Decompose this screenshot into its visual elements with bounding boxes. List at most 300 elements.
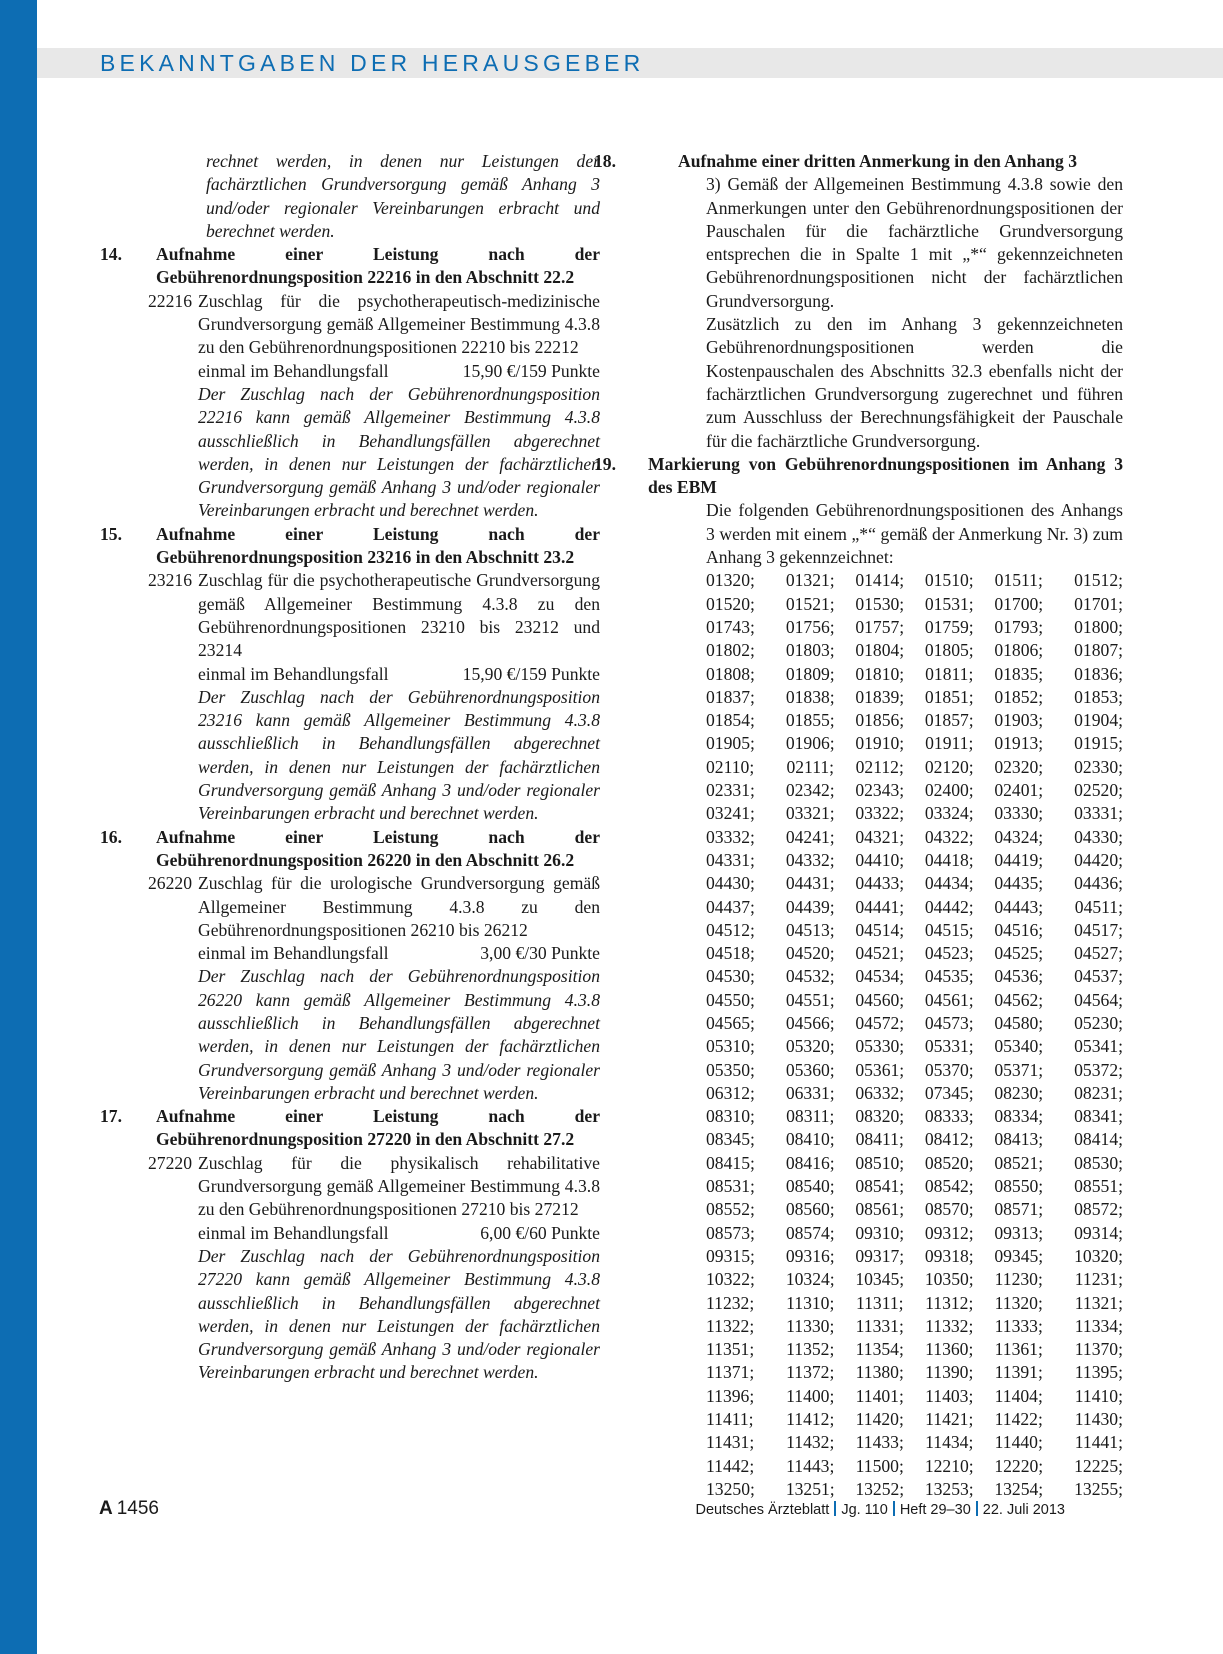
code-item: 01836;: [1074, 663, 1123, 684]
code-item: 01510;: [924, 570, 974, 591]
code-item: 04442;: [924, 896, 974, 917]
code-item: 02520;: [1074, 780, 1123, 801]
code-item: 08531;: [706, 1176, 755, 1197]
code-item: 11403;: [925, 1385, 974, 1406]
code-item: 08411;: [855, 1129, 904, 1150]
code-item: 05371;: [994, 1059, 1044, 1080]
code-item: 11421;: [925, 1409, 974, 1430]
section-title: Aufnahme einer Leistung nach der Gebührenordnungsposition 22216 in den Abschnitt 22.2: [156, 244, 600, 288]
code-item: 05330;: [855, 1036, 905, 1057]
code-item: 05340;: [994, 1036, 1044, 1057]
section-title: Aufnahme einer dritten Anmerkung in den Anhang 3: [678, 151, 1078, 171]
code-item: 01903;: [994, 710, 1044, 731]
section-title: Aufnahme einer Leistung nach der Gebührenordnungsposition 26220 in den Abschnitt 26.2: [156, 826, 600, 870]
code-item: 11352;: [786, 1339, 835, 1360]
code-item: 11410;: [1074, 1385, 1123, 1406]
code-item: 01808;: [706, 663, 755, 684]
code-item: 11440;: [994, 1432, 1043, 1453]
code-item: 11332;: [925, 1315, 974, 1336]
code-item: 03331;: [1074, 803, 1123, 824]
code-item: 04433;: [855, 873, 905, 894]
code-item: 04520;: [785, 943, 835, 964]
code-item: 11401;: [855, 1385, 904, 1406]
code-item: 04565;: [706, 1012, 755, 1033]
code-item: 04550;: [706, 989, 755, 1010]
code-item: 04443;: [994, 896, 1044, 917]
code-item: 04435;: [994, 873, 1044, 894]
section-18-heading: [594, 150, 1123, 173]
code-item: 11230;: [994, 1269, 1043, 1290]
code-item: 08230;: [994, 1082, 1044, 1103]
code-item: 08510;: [855, 1152, 905, 1173]
code-item: 04513;: [785, 919, 835, 940]
code-item: 11420;: [855, 1409, 904, 1430]
section-19: [594, 453, 1123, 1501]
page-number-value: 1456: [116, 1498, 160, 1519]
journal-issue: Heft 29–30: [899, 1502, 971, 1518]
code-item: 13251;: [785, 1478, 835, 1499]
code-item: 04523;: [924, 943, 974, 964]
code-item: 12220;: [994, 1455, 1044, 1476]
code-item: 11360;: [925, 1339, 974, 1360]
code-item: 01810;: [855, 663, 905, 684]
code-item: 08572;: [1074, 1199, 1123, 1220]
fee-line: [198, 360, 600, 383]
fee-label: einmal im Behandlungsfall: [198, 360, 389, 381]
code-item: 09310;: [855, 1222, 905, 1243]
code-item: 04527;: [1074, 943, 1123, 964]
code-item: 04241;: [785, 826, 835, 847]
code-item: 04561;: [924, 989, 974, 1010]
code-item: 04441;: [855, 896, 905, 917]
code-item: 08573;: [706, 1222, 755, 1243]
code-item: 11434;: [925, 1432, 974, 1453]
code-item: 08542;: [924, 1176, 974, 1197]
code-item: 04324;: [994, 826, 1044, 847]
fee-position: [100, 1152, 600, 1385]
code-item: 01835;: [994, 663, 1044, 684]
code-item: 01803;: [785, 640, 835, 661]
code-item: 01805;: [924, 640, 974, 661]
fee-line: [198, 942, 600, 965]
code-item: 03321;: [785, 803, 835, 824]
code-item: 13255;: [1074, 1478, 1123, 1499]
code-item: 09345;: [994, 1245, 1044, 1266]
code-item: 04330;: [1074, 826, 1123, 847]
fee-note: Der Zuschlag nach der Gebührenordnungsposition 27220 kann gemäß Allgemeiner Bestimmung 4.3.8 ausschließlich in Behandlungsfällen abgerechnet werden, in denen nur Leistungen der fachärztlichen Grundversorgung gemäß Anhang 3 und/oder regionaler Vereinbarungen erbracht und berechnet werden.: [198, 1245, 600, 1383]
code-item: 08550;: [994, 1176, 1044, 1197]
code-item: 13253;: [924, 1478, 974, 1499]
code-item: 05370;: [924, 1059, 974, 1080]
code-item: 02110;: [706, 756, 755, 777]
code-item: 11333;: [994, 1315, 1043, 1336]
code-item: 01520;: [706, 593, 755, 614]
code-item: 08541;: [855, 1176, 905, 1197]
code-item: 02111;: [786, 756, 835, 777]
fee-note: Der Zuschlag nach der Gebührenordnungsposition 22216 kann gemäß Allgemeiner Bestimmung 4.3.8 ausschließlich in Behandlungsfällen abgerechnet werden, in denen nur Leistungen der fachärztlichen Grundversorgung gemäß Anhang 3 und/oder regionaler Vereinbarungen erbracht und berechnet werden.: [198, 383, 600, 521]
code-item: 04420;: [1074, 849, 1123, 870]
code-item: 04572;: [855, 1012, 905, 1033]
code-item: 04532;: [785, 966, 835, 987]
code-item: 08551;: [1074, 1176, 1123, 1197]
code-item: 01915;: [1074, 733, 1123, 754]
code-item: 08413;: [994, 1129, 1044, 1150]
section-header: BEKANNTGABEN DER HERAUSGEBER: [100, 50, 645, 76]
section-14: [100, 243, 600, 523]
code-item: 08410;: [785, 1129, 835, 1150]
code-item: 04515;: [924, 919, 974, 940]
code-item: 01913;: [994, 733, 1044, 754]
code-item: 11322;: [706, 1315, 755, 1336]
section-15: [100, 523, 600, 826]
code-item: 01851;: [924, 686, 974, 707]
code-item: 04512;: [706, 919, 755, 940]
code-item: 07345;: [924, 1082, 974, 1103]
fee-value: 15,90 €/159 Punkte: [462, 360, 600, 381]
code-item: 08520;: [924, 1152, 974, 1173]
code-item: 05361;: [855, 1059, 905, 1080]
code-item: 04537;: [1074, 966, 1123, 987]
code-item: 02343;: [855, 780, 905, 801]
fee-description: Zuschlag für die urologische Grundversorgung gemäß Allgemeiner Bestimmung 4.3.8 zu den Gebührenordnungspositionen 26210 bis 26212: [198, 873, 600, 940]
code-item: 04525;: [994, 943, 1044, 964]
fee-code: 23216: [148, 570, 192, 591]
section-number: 17.: [100, 1106, 122, 1127]
code-item: 04434;: [924, 873, 974, 894]
code-item: 12225;: [1074, 1455, 1123, 1476]
annotation-text-2: Zusätzlich zu den im Anhang 3 gekennzeichneten Gebührenordnungspositionen werden die Kostenpauschalen des Abschnitts 32.3 ebenfalls nicht der fachärztlichen Grundversorgung zugerechnet und führen zum Ausschluss der Berechnungsfähigkeit der Pauschale für die fachärztliche Grundversorgung.: [706, 314, 1123, 451]
journal-volume: Jg. 110: [841, 1502, 888, 1518]
code-item: 04419;: [994, 849, 1044, 870]
code-item: 11400;: [786, 1385, 835, 1406]
code-item: 04514;: [855, 919, 905, 940]
fee-code: 27220: [148, 1152, 192, 1173]
code-item: 01804;: [855, 640, 905, 661]
code-item: 03322;: [855, 803, 905, 824]
code-item: 02331;: [706, 780, 755, 801]
section-number: 18.: [594, 151, 616, 171]
code-item: 01759;: [924, 616, 974, 637]
fee-label: einmal im Behandlungsfall: [198, 943, 389, 964]
code-item: 08530;: [1074, 1152, 1123, 1173]
code-item: 09317;: [855, 1245, 905, 1266]
code-item: 01856;: [855, 710, 905, 731]
code-item: 03330;: [994, 803, 1044, 824]
code-item: 04560;: [855, 989, 905, 1010]
code-item: 01802;: [706, 640, 755, 661]
code-item: 11232;: [706, 1292, 755, 1313]
code-item: 04518;: [706, 943, 755, 964]
code-item: 10345;: [855, 1269, 905, 1290]
code-item: 04410;: [855, 849, 905, 870]
divider: [893, 1501, 895, 1516]
code-item: 06332;: [855, 1082, 905, 1103]
code-item: 01905;: [706, 733, 755, 754]
code-item: 05372;: [1074, 1059, 1123, 1080]
code-item: 04332;: [785, 849, 835, 870]
code-item: 08320;: [855, 1106, 905, 1127]
code-item: 06312;: [706, 1082, 755, 1103]
code-item: 11231;: [1074, 1269, 1123, 1290]
code-item: 08310;: [706, 1106, 755, 1127]
fee-label: einmal im Behandlungsfall: [198, 663, 389, 684]
code-item: 03332;: [706, 826, 755, 847]
section-16: [100, 826, 600, 1106]
journal-info: [696, 1501, 1065, 1518]
code-item: 01852;: [994, 686, 1044, 707]
code-item: 12210;: [924, 1455, 974, 1476]
code-item: 11412;: [786, 1409, 835, 1430]
code-item: 11433;: [855, 1432, 904, 1453]
code-item: 04321;: [855, 826, 905, 847]
code-item: 04418;: [924, 849, 974, 870]
code-item: 08341;: [1074, 1106, 1123, 1127]
code-item: 01906;: [785, 733, 835, 754]
fee-line: [198, 1222, 600, 1245]
code-item: 04517;: [1074, 919, 1123, 940]
code-item: 13254;: [994, 1478, 1044, 1499]
code-item: 08416;: [785, 1152, 835, 1173]
code-item: 10322;: [706, 1269, 755, 1290]
code-item: 08311;: [786, 1106, 835, 1127]
fee-label: einmal im Behandlungsfall: [198, 1222, 389, 1243]
code-item: 01531;: [924, 593, 974, 614]
code-item: 13252;: [855, 1478, 905, 1499]
fee-description: Zuschlag für die physikalisch rehabilitative Grundversorgung gemäß Allgemeiner Bestimmung 4.3.8 zu den Gebührenordnungspositionen 27210 bis 27212: [198, 1152, 600, 1220]
code-item: 11310;: [786, 1292, 835, 1313]
code-item: 09314;: [1074, 1222, 1123, 1243]
code-item: 11351;: [706, 1339, 755, 1360]
code-item: 04511;: [1074, 896, 1123, 917]
code-item: 02342;: [785, 780, 835, 801]
code-item: 11396;: [706, 1385, 755, 1406]
code-item: 01855;: [785, 710, 835, 731]
code-item: 01521;: [785, 593, 835, 614]
code-item: 01904;: [1074, 710, 1123, 731]
section-16-heading: [100, 826, 600, 873]
code-item: 04564;: [1074, 989, 1123, 1010]
code-item: 11411;: [706, 1409, 754, 1430]
fee-line: [198, 663, 600, 686]
code-item: 04536;: [994, 966, 1044, 987]
code-item: 02320;: [994, 756, 1044, 777]
code-item: 09315;: [706, 1245, 755, 1266]
code-item: 13250;: [706, 1478, 755, 1499]
code-item: 01910;: [855, 733, 905, 754]
code-item: 11432;: [786, 1432, 835, 1453]
page-prefix: A: [99, 1498, 113, 1519]
fee-value: 15,90 €/159 Punkte: [462, 663, 600, 684]
code-item: 04580;: [994, 1012, 1044, 1033]
code-item: 01414;: [855, 570, 905, 591]
code-item: 11404;: [994, 1385, 1043, 1406]
code-item: 11422;: [994, 1409, 1043, 1430]
section-number: 15.: [100, 523, 122, 544]
section-title: Markierung von Gebührenordnungspositionen im Anhang 3 des EBM: [648, 453, 1123, 498]
code-item: 01800;: [1074, 616, 1123, 637]
code-item: 10350;: [924, 1269, 974, 1290]
code-item: 04551;: [785, 989, 835, 1010]
page-number: [99, 1498, 159, 1520]
code-item: 11390;: [925, 1362, 974, 1383]
code-item: 01838;: [785, 686, 835, 707]
code-item: 01320;: [706, 570, 755, 591]
code-item: 10320;: [1074, 1245, 1123, 1266]
code-item: 03324;: [924, 803, 974, 824]
code-item: 01530;: [855, 593, 905, 614]
code-item: 11500;: [855, 1455, 904, 1476]
code-item: 09312;: [924, 1222, 974, 1243]
code-item: 09316;: [785, 1245, 835, 1266]
code-item: 08415;: [706, 1152, 755, 1173]
fee-note: Der Zuschlag nach der Gebührenordnungsposition 23216 kann gemäß Allgemeiner Bestimmung 4.3.8 ausschließlich in Behandlungsfällen abgerechnet werden, in denen nur Leistungen der fachärztlichen Grundversorgung gemäß Anhang 3 und/oder regionaler Vereinbarungen erbracht und berechnet werden.: [198, 686, 600, 824]
code-item: 01807;: [1074, 640, 1123, 661]
fee-note: Der Zuschlag nach der Gebührenordnungsposition 26220 kann gemäß Allgemeiner Bestimmung 4.3.8 ausschließlich in Behandlungsfällen abgerechnet werden, in denen nur Leistungen der fachärztlichen Grundversorgung gemäß Anhang 3 und/oder regionaler Vereinbarungen erbracht und berechnet werden.: [198, 966, 600, 1103]
code-item: 04521;: [855, 943, 905, 964]
code-item: 04516;: [994, 919, 1044, 940]
section-title: Aufnahme einer Leistung nach der Gebührenordnungsposition 23216 in den Abschnitt 23.2: [156, 523, 600, 568]
code-item: 11372;: [786, 1362, 835, 1383]
code-item: 01511;: [994, 570, 1043, 591]
code-item: 04530;: [706, 966, 755, 987]
code-item: 08231;: [1074, 1082, 1123, 1103]
section-number: 19.: [594, 453, 616, 474]
fee-description: Zuschlag für die psychotherapeutisch-medizinische Grundversorgung gemäß Allgemeiner Bestimmung 4.3.8 zu den Gebührenordnungspositionen 22210 bis 22212: [198, 290, 600, 358]
code-item: 11331;: [855, 1315, 904, 1336]
code-item: 01811;: [925, 663, 974, 684]
code-item: 04322;: [924, 826, 974, 847]
right-column: [594, 150, 1123, 1501]
code-item: 05350;: [706, 1059, 755, 1080]
code-item: 04534;: [855, 966, 905, 987]
fee-position: [100, 872, 600, 1105]
code-item: 04331;: [706, 849, 755, 870]
code-item: 05360;: [785, 1059, 835, 1080]
code-item: 08414;: [1074, 1129, 1123, 1150]
code-item: 11442;: [706, 1455, 755, 1476]
code-item: 02401;: [994, 780, 1044, 801]
code-item: 01700;: [994, 593, 1044, 614]
code-item: 11320;: [994, 1292, 1043, 1313]
code-item: 02330;: [1074, 756, 1123, 777]
left-column: [100, 150, 600, 1385]
code-item: 01911;: [925, 733, 974, 754]
code-item: 02112;: [855, 756, 904, 777]
code-item: 01756;: [785, 616, 835, 637]
code-item: 08334;: [994, 1106, 1044, 1127]
code-item: 11380;: [855, 1362, 904, 1383]
code-item: 01743;: [706, 616, 755, 637]
code-item: 01857;: [924, 710, 974, 731]
code-item: 04562;: [994, 989, 1044, 1010]
code-item: 04436;: [1074, 873, 1123, 894]
journal-name: Deutsches Ärzteblatt: [695, 1502, 830, 1518]
code-item: 11395;: [1074, 1362, 1123, 1383]
code-item: 05230;: [1074, 1012, 1123, 1033]
code-item: 06331;: [785, 1082, 835, 1103]
code-item: 05331;: [924, 1036, 974, 1057]
code-item: 11371;: [706, 1362, 755, 1383]
code-item: 04566;: [785, 1012, 835, 1033]
section-15-heading: [100, 523, 600, 570]
section-title: Aufnahme einer Leistung nach der Gebührenordnungsposition 27220 in den Abschnitt 27.2: [156, 1106, 600, 1150]
code-item: 11354;: [855, 1339, 904, 1360]
code-item: 09318;: [924, 1245, 974, 1266]
code-item: 08412;: [924, 1129, 974, 1150]
code-item: 05310;: [706, 1036, 755, 1057]
code-item: 04573;: [924, 1012, 974, 1033]
code-item: 09313;: [994, 1222, 1044, 1243]
code-item: 11441;: [1074, 1432, 1123, 1453]
code-item: 11370;: [1074, 1339, 1123, 1360]
code-item: 08521;: [994, 1152, 1044, 1173]
code-item: 11312;: [925, 1292, 974, 1313]
section-17-heading: [100, 1105, 600, 1152]
code-item: 03241;: [706, 803, 755, 824]
code-item: 05320;: [785, 1036, 835, 1057]
code-item: 01793;: [994, 616, 1044, 637]
code-item: 02400;: [924, 780, 974, 801]
code-item: 04431;: [785, 873, 835, 894]
fee-value: 6,00 €/60 Punkte: [480, 1222, 600, 1243]
code-item: 10324;: [785, 1269, 835, 1290]
code-item: 02120;: [924, 756, 974, 777]
annotation-text: 3) Gemäß der Allgemeinen Bestimmung 4.3.8 sowie den Anmerkungen unter den Gebührenordnungspositionen der Pauschalen für die fachärztliche Grundversorgung entsprechen die in Spalte 1 mit „*“ gekennzeichneten Gebührenordnungspositionen nicht der fachärztlichen Grundversorgung.: [706, 174, 1123, 311]
fee-position: [100, 290, 600, 523]
code-item: 11361;: [994, 1339, 1043, 1360]
code-item: 11391;: [994, 1362, 1043, 1383]
section-number: 16.: [100, 826, 122, 847]
section-19-heading: [594, 453, 1123, 500]
fee-description: Zuschlag für die psychotherapeutische Grundversorgung gemäß Allgemeiner Bestimmung 4.3.8 zu den Gebührenordnungspositionen 23210 bis 23212 und 23214: [198, 570, 600, 661]
code-item: 08574;: [785, 1222, 835, 1243]
code-item: 01512;: [1074, 570, 1123, 591]
fee-value: 3,00 €/30 Punkte: [480, 943, 600, 964]
code-item: 01701;: [1074, 593, 1123, 614]
code-item: 01757;: [855, 616, 905, 637]
code-item: 01321;: [785, 570, 835, 591]
code-item: 04430;: [706, 873, 755, 894]
fee-code: 26220: [148, 873, 192, 894]
code-item: 11443;: [786, 1455, 835, 1476]
code-item: 11430;: [1074, 1409, 1123, 1430]
code-item: 08560;: [785, 1199, 835, 1220]
code-item: 11321;: [1074, 1292, 1123, 1313]
divider: [834, 1501, 836, 1516]
code-item: 04535;: [924, 966, 974, 987]
continuation-text: rechnet werden, in denen nur Leistungen der fachärztlichen Grundversorgung gemäß Anhang 3 und/oder regionaler Vereinbarungen erbracht und berechnet werden.: [206, 151, 600, 241]
code-item: 08540;: [785, 1176, 835, 1197]
code-item: 11311;: [855, 1292, 904, 1313]
code-item: 04437;: [706, 896, 755, 917]
code-item: 08571;: [994, 1199, 1044, 1220]
fee-position: [100, 569, 600, 825]
code-item: 08570;: [924, 1199, 974, 1220]
code-item: 01809;: [785, 663, 835, 684]
divider: [976, 1501, 978, 1516]
code-item: 11334;: [1074, 1315, 1123, 1336]
code-list: [706, 569, 1123, 1501]
code-item: 11330;: [786, 1315, 835, 1336]
code-item: 08333;: [924, 1106, 974, 1127]
blue-margin-bar: [0, 0, 37, 1654]
code-item: 01839;: [855, 686, 905, 707]
codes-intro: Die folgenden Gebührenordnungspositionen des Anhangs 3 werden mit einem „*“ gemäß der Anmerkung Nr. 3) zum Anhang 3 gekennzeichnet:: [706, 500, 1123, 568]
code-item: 01854;: [706, 710, 755, 731]
code-item: 01853;: [1074, 686, 1123, 707]
code-item: 08561;: [855, 1199, 905, 1220]
code-item: 01837;: [706, 686, 755, 707]
